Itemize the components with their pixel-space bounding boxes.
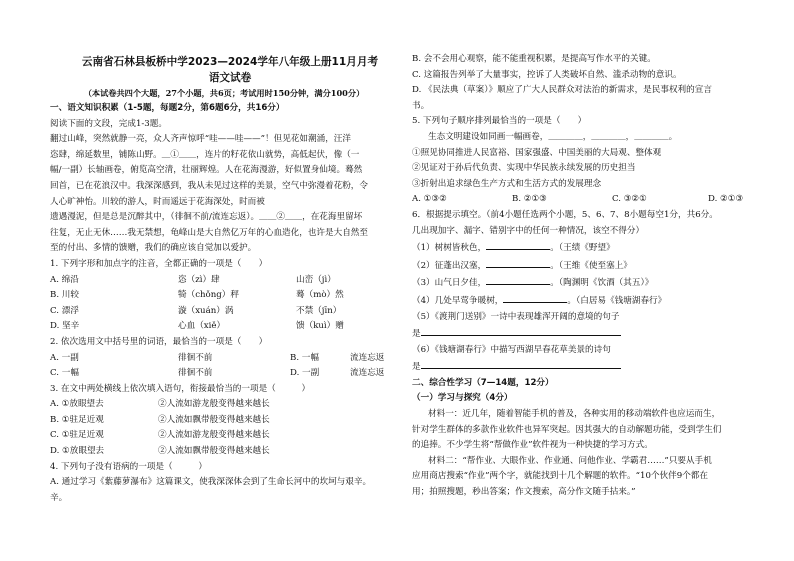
option-word: D. 坚辛 — [50, 321, 80, 332]
passage-line: 回首，已在花浪汉中。我深深感到，我从未见过这样的美景，空气中弥漫着花粉，令 — [50, 180, 368, 191]
material-line: 应用商店搜索“作业”两个字，就能找到十几个解题的软件。“10个伙伴9个都在 — [412, 471, 708, 482]
option-word: 不禁（jīn） — [296, 305, 342, 316]
fill-prompt: 是 — [412, 329, 421, 340]
option-word: 流连忘返 — [350, 368, 385, 379]
option-c[interactable]: C. ③②① — [612, 194, 647, 205]
option-word: ②人流如飘带般变得越来越长 — [158, 446, 270, 457]
fill-source: 。（王绩《野望》 — [550, 243, 615, 254]
q6-item-4 — [412, 292, 764, 310]
option-word: ②人流如游龙般变得越来越长 — [158, 399, 270, 410]
fill-prompt: （3）山气日夕佳， — [412, 278, 487, 289]
material-1 — [412, 407, 764, 454]
q4-stem: 4. 下列句子没有语病的一项是（ ） — [50, 461, 208, 472]
q1-option-d[interactable] — [50, 319, 398, 335]
option-b[interactable]: B. ②①③ — [512, 194, 547, 205]
q3-stem: 3. 在文中两处横线上依次填入语句，衔接最恰当的一项是（ ） — [50, 383, 311, 394]
passage-line: 幅/一副）长轴画卷，俯览高空清，壮丽辉煌。人在花海漫游，好似置身仙境。蓦然 — [50, 165, 363, 176]
answer-blank[interactable] — [421, 325, 621, 336]
q3-option-d[interactable] — [50, 444, 398, 460]
option-word: 徘徊不前 — [178, 352, 213, 363]
passage-line: 往复，无止无休……我无禁想，龟峰山是大自然亿万年的心血造化，也许是大自然至 — [50, 227, 368, 238]
material-2 — [412, 454, 764, 501]
q5-stem: 5. 下列句子顺序排列最恰当的一项是（ ） — [412, 116, 587, 127]
q5-options[interactable] — [412, 192, 764, 208]
q6-item-6-answer — [412, 358, 764, 376]
answer-blank[interactable] — [503, 292, 567, 303]
option-word: 流连忘返 — [350, 352, 385, 363]
q4-option-d[interactable]: D. 《民法典（草案）》顺应了广大人民群众对法治的新需求，是民事权利的宣言 — [412, 85, 712, 96]
option-word: A. 绵沿 — [50, 274, 79, 285]
q4-option-d-cont: 书。 — [412, 100, 430, 111]
q6-item-5-answer — [412, 325, 764, 343]
read-prompt: 阅读下面的文段，完成1-3题。 — [50, 118, 167, 129]
option-word: 心血（xiě） — [178, 321, 226, 332]
material-line: 材料二：“帮作业、大眼作业、作业通、问他作业、学霸君……”只要从手机 — [428, 455, 712, 466]
material-line: 材料一：近几年，随着智能手机的普及，各种实用的移动端软件也应运而生， — [428, 409, 721, 420]
option-word: B. 川较 — [50, 290, 79, 301]
q1-option-b[interactable] — [50, 288, 398, 304]
option-word: 馈（kuì）赠 — [296, 321, 344, 332]
material-line: 的追捧。不少学生将“帮做作业”软件视为一种快捷的学习方式。 — [412, 440, 653, 451]
q2-options-cd[interactable] — [50, 366, 398, 382]
q6-stem-cont: 几出现加字、漏字、错别字中的任何一种情况，该空不得分） — [412, 225, 645, 236]
subsection-1-title: （一）学习与探究（4分） — [412, 393, 513, 404]
passage-line: 翻过山峰，突然就静一亮，众人齐声惊呼“哇——哇——”！但见花如潮涌，汪洋 — [50, 134, 351, 145]
fill-prompt: （1）树树皆秋色， — [412, 243, 487, 254]
answer-blank[interactable] — [486, 239, 550, 250]
q4-option-b[interactable]: B. 会不会用心观察，能不能重视积累，是提高写作水平的关键。 — [412, 54, 656, 64]
fill-source: 。（陶渊明《饮酒（其五）》 — [550, 278, 654, 289]
q1-stem: 1. 下列字形和加点字的注音，全都正确的一项是（ ） — [50, 258, 268, 269]
answer-blank[interactable] — [486, 274, 550, 285]
fill-prompt: （2）征蓬出汉塞， — [412, 260, 487, 271]
left-column — [50, 101, 398, 506]
passage-line: 恣肆，绵延数里，铺陈山野。＿①＿＿，连片的籽花依山就势，高低起伏，像（一 — [50, 149, 360, 160]
fill-prompt: 是 — [412, 362, 421, 373]
q1-option-c[interactable] — [50, 304, 398, 320]
fill-source: 。（白居易《钱塘湖春行》 — [567, 295, 667, 306]
section-1-title: 一、语文知识积累（1-5题，每题2分，第6题6分，共16分） — [50, 103, 285, 113]
q4-option-c[interactable]: C. 这篇报告列举了大量事实，控诉了人类破坏自然、滥杀动物的意识。 — [412, 69, 682, 80]
option-word: 徘徊不前 — [178, 368, 213, 379]
fill-source: 。（王维《使至塞上》 — [550, 260, 632, 271]
passage-line: 人心旷神怡。川较的游人，时而遥远于花海深处，时而被 — [50, 196, 265, 207]
q6-item-3 — [412, 274, 764, 292]
q5-sentence-1: ①照见协同推进人民富裕、国家强盛、中国美丽的大局观、整体观 — [412, 147, 662, 158]
q2-options-ab[interactable] — [50, 351, 398, 367]
answer-blank[interactable] — [421, 358, 621, 369]
q3-option-c[interactable] — [50, 428, 398, 444]
option-a[interactable]: A. ①③② — [412, 194, 447, 205]
q4-option-a[interactable]: A. 通过学习《紫藤萝瀑布》这篇课文，使我深深体会到了生命长河中的坎坷与艰辛。 — [50, 477, 372, 488]
exam-title — [50, 54, 410, 86]
option-word: 恣（zì）肆 — [178, 274, 220, 285]
passage-line: 遗遇漫泥，但是总是沉醉其中，（徘徊不前/流连忘返）。＿＿②＿＿，在花海里留坏 — [50, 212, 363, 223]
q3-option-b[interactable] — [50, 413, 398, 429]
q4-option-a-cont: 辛。 — [50, 492, 68, 503]
option-word: C. 漂浮 — [50, 305, 79, 316]
option-word: B. 一幅 — [290, 352, 319, 363]
right-column — [412, 52, 764, 501]
option-word: ②人流如飘带般变得越来越长 — [158, 414, 270, 425]
option-word: D. ①放眼望去 — [50, 446, 105, 457]
answer-blank[interactable] — [486, 257, 550, 268]
q6-item-5: （5）《渡荆门送别》一诗中表现雄浑开阔的意境的句子 — [412, 311, 620, 322]
material-line: 针对学生群体的多款作业软件也异军突起。因其强大的自动解题功能，受到学生们 — [412, 424, 722, 435]
option-word: 犄（chǒng）秤 — [178, 290, 239, 301]
option-word: 山峦（jì） — [296, 274, 336, 285]
q6-item-6: （6）《钱塘湖春行》中描写西湖早春花草美景的诗句 — [412, 344, 611, 355]
passage-line: 至的付出、多情的馈赠，我们的确应该自觉加以爱护。 — [50, 243, 257, 254]
title-line-1: 云南省石林县板桥中学2023—2024学年八年级上册11月月考 — [81, 56, 379, 68]
option-d[interactable]: D. ②①③ — [708, 194, 744, 205]
fill-prompt: （4）几处早莺争暖树， — [412, 295, 504, 306]
option-word: A. 一副 — [50, 352, 79, 363]
option-word: C. 一幅 — [50, 368, 79, 379]
q5-lead: 生态文明建设如同画一幅画卷，＿＿＿＿，＿＿＿＿，＿＿＿＿。 — [428, 131, 678, 142]
q5-sentence-2: ②见证对于孙后代负责、实现中华民族永续发展的历史担当 — [412, 163, 636, 174]
title-line-2: 语文试卷 — [208, 72, 252, 84]
option-word: 蓦（mò）然 — [296, 290, 344, 301]
q6-stem: 6．根据提示填空。（前4小题任选两个小题，5、6、7、8小题每空1分，共6分。 — [412, 209, 718, 220]
q6-item-1 — [412, 239, 764, 257]
option-word: 漩（xuán）涡 — [178, 305, 234, 316]
option-word: D. 一副 — [290, 368, 320, 379]
material-line: 用；拍照搜题，秒出答案；作文搜索，高分作文随手拈来。” — [412, 487, 636, 498]
passage — [50, 132, 398, 257]
q1-option-a[interactable] — [50, 273, 398, 289]
q2-stem: 2. 依次选用文中括号里的词语，最恰当的一项是（ ） — [50, 336, 268, 347]
option-word: ②人流如游龙般变得越来越长 — [158, 430, 270, 441]
q3-option-a[interactable] — [50, 397, 398, 413]
q6-item-2 — [412, 257, 764, 275]
option-word: B. ①驻足近观 — [50, 414, 104, 425]
q5-sentence-3: ③折射出追求绿色生产方式和生活方式的发展理念 — [412, 178, 602, 189]
section-2-title: 二、综合性学习（7—14题，12分） — [412, 377, 554, 388]
option-word: C. ①驻足近观 — [50, 430, 104, 441]
option-word: A. ①放眼望去 — [50, 399, 104, 410]
exam-note: （本试卷共四个大题，27个小题，共6页；考试用时150分钟，满分100分） — [83, 88, 365, 98]
